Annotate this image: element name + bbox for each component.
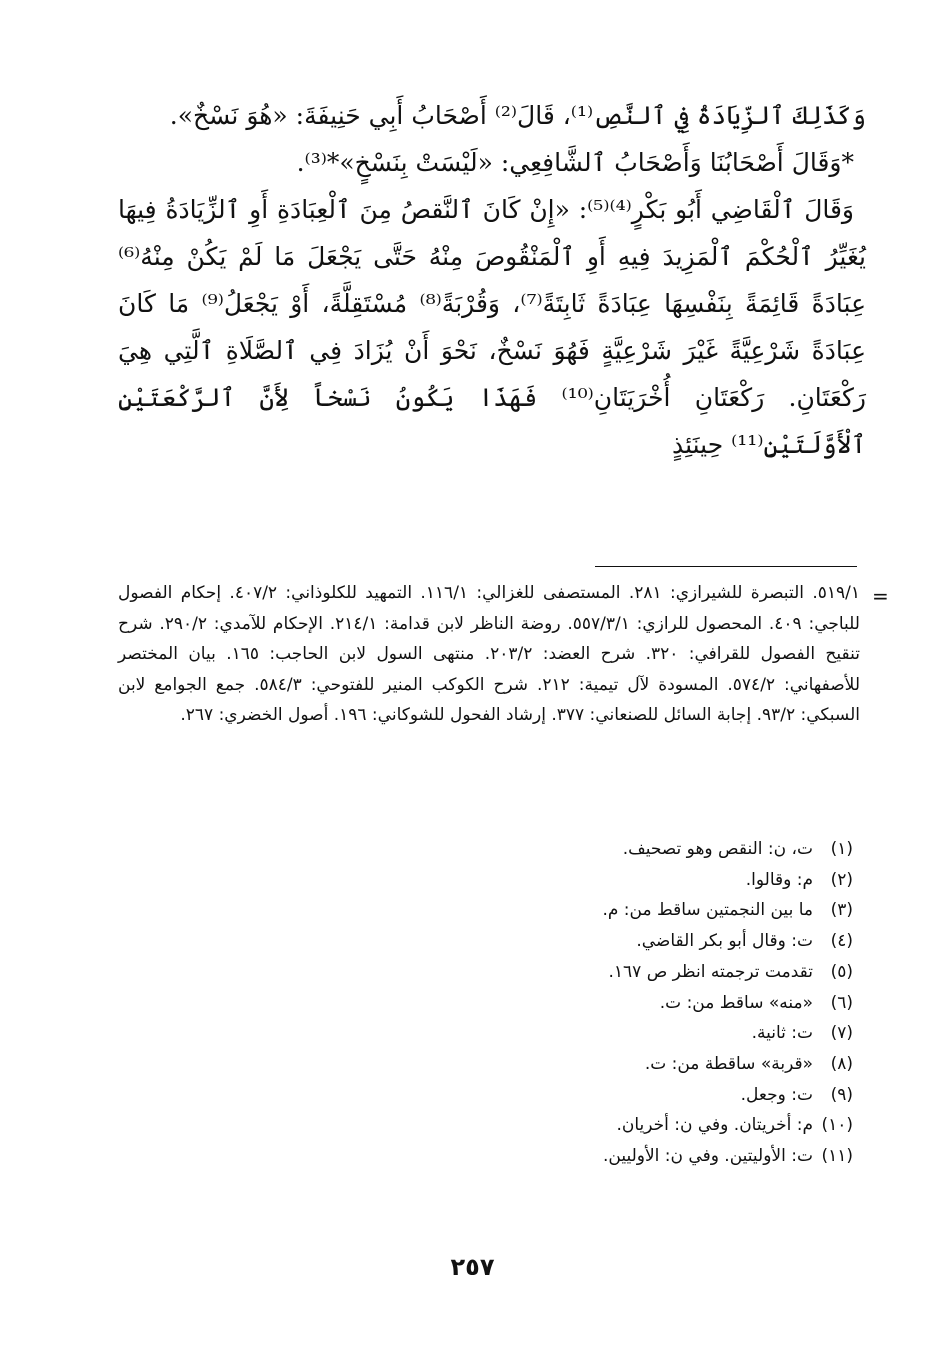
continuation-mark: = bbox=[872, 584, 889, 608]
footnote-list bbox=[113, 834, 853, 1172]
footnote-number: (١١) bbox=[821, 1146, 853, 1167]
footnote-number: (٢) bbox=[830, 869, 853, 890]
page-number: ٢٥٧ bbox=[450, 1253, 495, 1281]
paragraph-3: وَقَالَ ٱلْقَاضِي أَبُو بَكْرٍ⁽⁴⁾⁽⁵⁾: «إِنْ كَانَ ٱلنَّقصُ مِنَ ٱلْعِبَادَةِ أَوِ ٱلزِّيَادَةُ فِيهَا يُغَيِّرُ ٱلْحُكْمَ ٱلْمَزِيدَ فِيهِ أَوِ ٱلْمَنْقُوصَ مِنْهُ حَتَّى يَجْعَلَ مَا لَمْ يَكُنْ مِنْهُ⁽⁶⁾ عِبَادَةً قَائِمَةً بِنَفْسِهَا عِبَادَةً ثَابِتَةً⁽⁷⁾، وَقُرْبَةً⁽⁸⁾ مُسْتَقِلَّةً، أَوْ يَجْعَلُ⁽⁹⁾ مَا كَانَ عِبَادَةً شَرْعِيَّةً غَيْرَ شَرْعِيَّةٍ فَهُوَ نَسْخٌ، نَحْوَ أَنْ يُزَادَ فِي ٱلصَّلَاةِ ٱلَّتِي هِيَ رَكْعَتَانِ. رَكْعَتَانِ أُخْرَيَتَانِ⁽¹⁰⁾ فَهَذَا يَكُونُ نَسْخاً لِأَنَّ ٱلرَّكْعَتَيْنِ ٱلْأَوَّلَتَيْنِ⁽¹¹⁾ حِينَئِذٍ bbox=[118, 195, 867, 459]
footnote-item bbox=[113, 926, 853, 957]
footnote-text: ت: الأوليتين. وفي ن: الأوليين. bbox=[602, 1146, 813, 1167]
footnote-divider bbox=[595, 566, 857, 567]
paragraph-1: وَكَذَلِكَ ٱلزِّيَادَةُ فِي ٱلنَّصِ⁽¹⁾، قَالَ⁽²⁾ أَصْحَابُ أَبِي حَنِيفَةَ: «هُوَ نَسْخٌ». bbox=[169, 101, 866, 130]
footnote-text: «منه» ساقط من: ت. bbox=[659, 992, 813, 1013]
footnote-number: (١٠) bbox=[821, 1115, 853, 1136]
footnote-number: (٧) bbox=[830, 1023, 853, 1044]
footnote-number: (٣) bbox=[830, 900, 853, 921]
footnote-item bbox=[113, 895, 853, 926]
footnote-item bbox=[113, 957, 853, 988]
footnote-item bbox=[113, 1141, 853, 1172]
footnote-item bbox=[113, 988, 853, 1019]
footnote-text: ت، ن: النقص وهو تصحيف. bbox=[622, 839, 813, 859]
footnote-text: م: وقالوا. bbox=[745, 869, 813, 890]
footnote-number: (١) bbox=[830, 839, 853, 859]
main-text bbox=[118, 92, 866, 468]
footnote-text: ت: وقال أبو بكر القاضي. bbox=[636, 931, 813, 952]
footnote-text: ما بين النجمتين ساقط من: م. bbox=[602, 900, 813, 921]
footnote-text: «قربة» ساقطة من: ت. bbox=[644, 1053, 813, 1074]
footnote-item bbox=[113, 865, 853, 896]
footnote-item bbox=[113, 834, 853, 865]
footnote-item bbox=[113, 1110, 853, 1141]
footnote-number: (٩) bbox=[830, 1084, 853, 1105]
footnote-text: م: أخريتان. وفي ن: أخريان. bbox=[616, 1115, 813, 1136]
footnote-item bbox=[113, 1080, 853, 1111]
footnote-item bbox=[113, 1018, 853, 1049]
footnote-number: (٤) bbox=[830, 931, 853, 952]
footnote-text: ت: ثانية. bbox=[751, 1023, 813, 1044]
paragraph-2: *وَقَالَ أَصْحَابُنَا وَأَصْحَابُ ٱلشَّافِعِي: «لَيْسَتْ بِنَسْخٍ»*⁽³⁾. bbox=[296, 148, 854, 177]
footnote-number: (٥) bbox=[830, 961, 853, 982]
footnote-text: ت: وجعل. bbox=[740, 1084, 813, 1105]
footnote-number: (٦) bbox=[830, 992, 853, 1013]
footnote-number: (٨) bbox=[830, 1053, 853, 1074]
references-paragraph: ٥١٩/١. التبصرة للشيرازي: ٢٨١. المستصفى للغزالي: ١١٦/١. التمهيد للكلوذاني: ٤٠٧/٢. إحكام الفصول للباجي: ٤٠٩. المحصول للرازي: ٥٥٧/٣/١. روضة الناظر لابن قدامة: ٢١٤/١. الإحكام للآمدي: ٢٩٠/٢. شرح تنقيح الفصول للقرافي: ٣٢٠. شرح العضد: ٢٠٣/٢. منتهى السول لابن الحاجب: ١٦٥. بيان المختصر للأصفهاني: ٥٧٤/٢. المسودة لآل تيمية: ٢١٢. شرح الكوكب المنير للفتوحي: ٥٨٤/٣. جمع الجوامع لابن السبكي: ٩٣/٢. إجابة السائل للصنعاني: ٣٧٧. إرشاد الفحول للشوكاني: ١٩٦. أصول الخضري: ٢٦٧. bbox=[118, 583, 860, 725]
footnote-item bbox=[113, 1049, 853, 1080]
footnote-text: تقدمت ترجمته انظر ص ١٦٧. bbox=[608, 961, 813, 982]
